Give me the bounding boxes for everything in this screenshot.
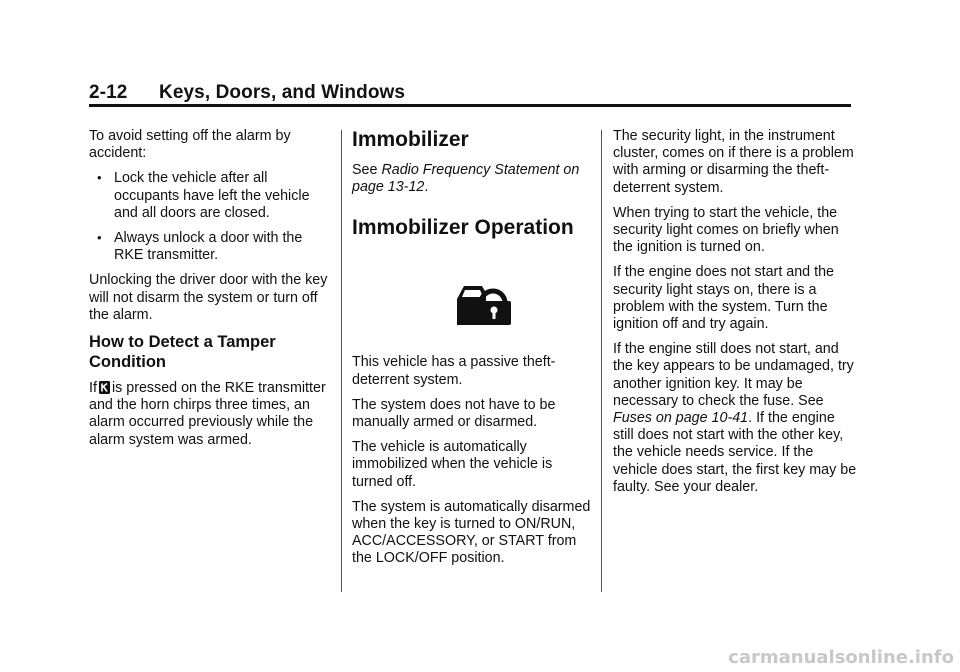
column-right	[613, 128, 857, 504]
immobilizer-p3: The vehicle is automatically immobilized when the vehicle is turned off.	[352, 439, 553, 490]
watermark: carmanualsonline.info	[728, 647, 954, 668]
list-item: • Always unlock a door with the RKE transmitter.	[89, 230, 333, 264]
immobilizer-p4: The system is automatically disarmed when the key is turned to ON/RUN, ACC/ACCESSORY, or START from the LOCK/OFF position.	[352, 498, 591, 567]
see-reference	[352, 162, 596, 196]
immobilizer-p1: This vehicle has a passive theft-deterrent system.	[352, 354, 556, 388]
header-rule	[89, 104, 851, 107]
see-suffix: .	[424, 179, 429, 196]
column-middle	[352, 128, 596, 576]
list-item: • Lock the vehicle after all occupants have left the vehicle and all doors are closed.	[89, 170, 333, 222]
unlock-note: Unlocking the driver door with the key will not disarm the system or turn off the alarm.	[89, 272, 328, 323]
tamper-heading: How to Detect a Tamper Condition	[89, 333, 276, 372]
column-left	[89, 128, 333, 457]
p4-after: . If the engine still does not start with the other key, the vehicle needs service. If the vehicle does start, the first key may be faulty. See your dealer.	[613, 410, 857, 495]
radio-frequency-link[interactable]: Radio Frequency Statement on page 13-12	[352, 162, 580, 196]
tamper-paragraph	[89, 380, 333, 449]
security-light-car-lock-icon	[455, 277, 513, 327]
see-prefix: See	[352, 162, 378, 178]
p4-before: If the engine still does not start, and the key appears to be undamaged, try another ignition key. It may be necessary to check the fuse. See	[613, 341, 854, 409]
tamper-prefix: If	[89, 380, 97, 397]
fuses-link[interactable]: Fuses on page 10-41	[613, 410, 749, 427]
security-light-figure	[352, 250, 596, 354]
alarm-tips-list	[89, 170, 333, 264]
security-light-p1: The security light, in the instrument cluster, comes on if there is a problem with arming or disarming the theft-deterrent system.	[613, 128, 854, 196]
page-header	[89, 82, 405, 104]
security-light-p3: If the engine does not start and the security light stays on, there is a problem with the system. Turn the ignition off and try again.	[613, 264, 834, 333]
column-divider	[341, 130, 342, 592]
alarm-intro: To avoid setting off the alarm by accident:	[89, 128, 291, 162]
immobilizer-p2: The system does not have to be manually armed or disarmed.	[352, 396, 556, 431]
key-fob-button-icon	[99, 381, 110, 394]
tamper-body: is pressed on the RKE transmitter and the horn chirps three times, an alarm occurred previously while the alarm system was armed.	[89, 380, 326, 448]
security-light-p4	[613, 341, 857, 496]
immobilizer-heading: Immobilizer	[352, 128, 469, 151]
immobilizer-operation-heading: Immobilizer Operation	[352, 216, 574, 240]
column-divider	[601, 130, 602, 592]
section-title: Keys, Doors, and Windows	[159, 82, 406, 103]
security-light-p2: When trying to start the vehicle, the security light comes on briefly when the ignition is turned on.	[613, 204, 839, 256]
page-number: 2-12	[89, 82, 128, 103]
